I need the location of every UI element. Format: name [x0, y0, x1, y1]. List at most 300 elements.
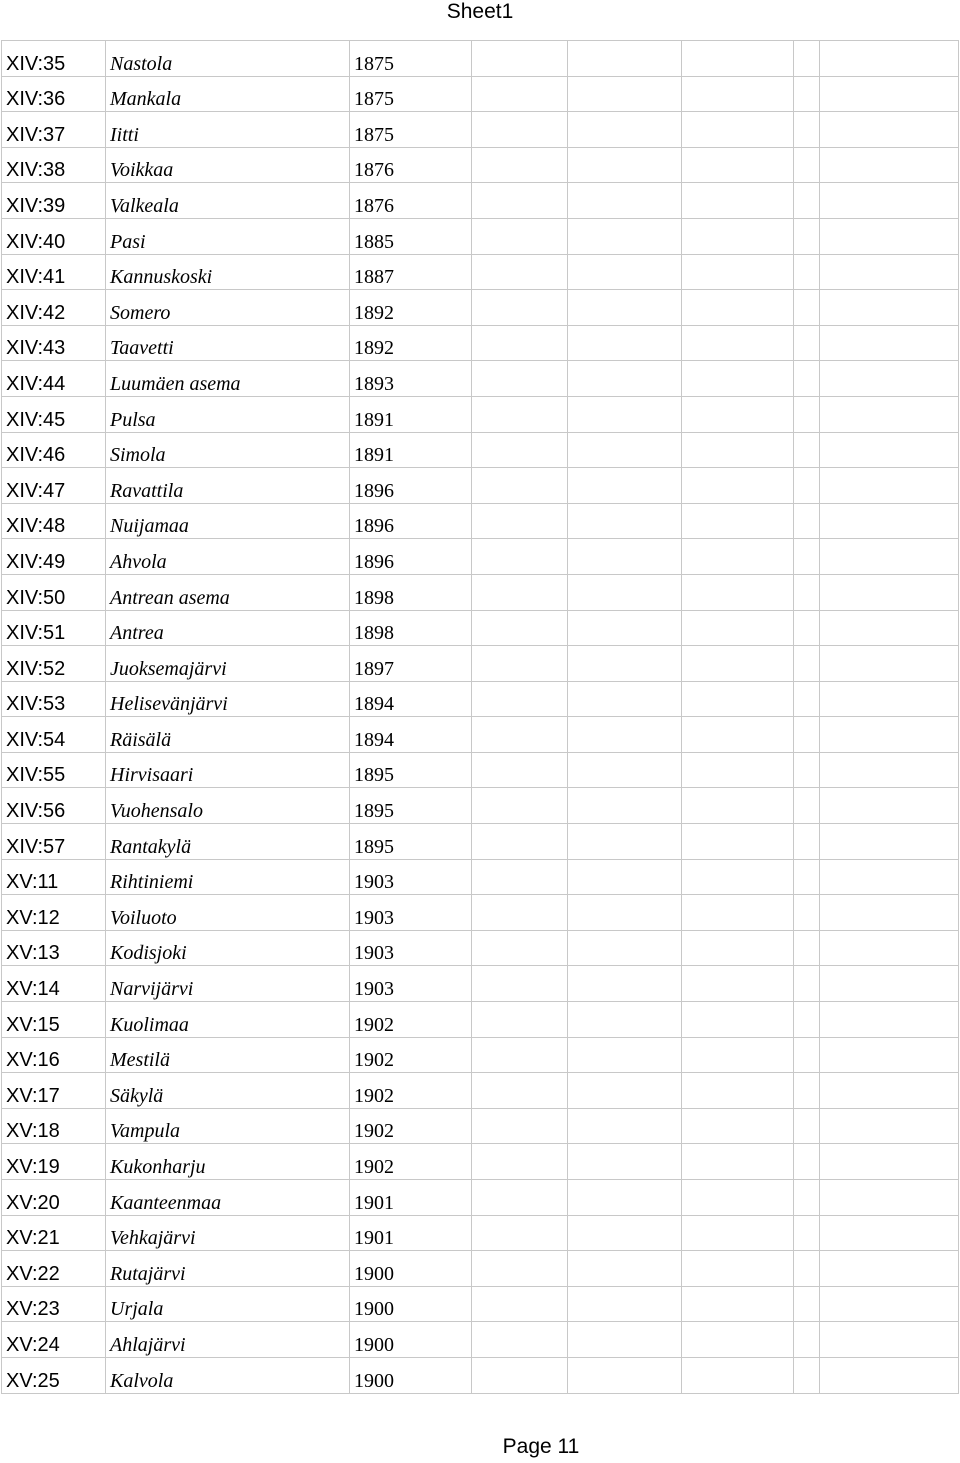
code-cell[interactable]: XV:11 — [2, 859, 106, 895]
empty-cell[interactable] — [820, 432, 959, 468]
empty-cell[interactable] — [682, 1286, 794, 1322]
empty-cell[interactable] — [820, 1357, 959, 1393]
year-cell[interactable]: 1896 — [350, 468, 472, 504]
empty-cell[interactable] — [794, 574, 820, 610]
empty-cell[interactable] — [472, 930, 568, 966]
empty-cell[interactable] — [682, 646, 794, 682]
year-cell[interactable]: 1896 — [350, 539, 472, 575]
empty-cell[interactable] — [794, 396, 820, 432]
empty-cell[interactable] — [472, 574, 568, 610]
empty-cell[interactable] — [820, 396, 959, 432]
empty-cell[interactable] — [568, 1251, 682, 1287]
empty-cell[interactable] — [820, 1322, 959, 1358]
empty-cell[interactable] — [682, 1357, 794, 1393]
name-cell[interactable]: Räisälä — [106, 717, 350, 753]
name-cell[interactable]: Mestilä — [106, 1037, 350, 1073]
empty-cell[interactable] — [472, 1037, 568, 1073]
year-cell[interactable]: 1902 — [350, 1144, 472, 1180]
empty-cell[interactable] — [568, 396, 682, 432]
empty-cell[interactable] — [568, 966, 682, 1002]
year-cell[interactable]: 1891 — [350, 432, 472, 468]
empty-cell[interactable] — [820, 76, 959, 112]
year-cell[interactable]: 1893 — [350, 361, 472, 397]
empty-cell[interactable] — [794, 717, 820, 753]
empty-cell[interactable] — [682, 254, 794, 290]
empty-cell[interactable] — [682, 1108, 794, 1144]
code-cell[interactable]: XIV:56 — [2, 788, 106, 824]
year-cell[interactable]: 1895 — [350, 788, 472, 824]
name-cell[interactable]: Narvijärvi — [106, 966, 350, 1002]
empty-cell[interactable] — [682, 1251, 794, 1287]
name-cell[interactable]: Antrea — [106, 610, 350, 646]
year-cell[interactable]: 1876 — [350, 183, 472, 219]
code-cell[interactable]: XV:22 — [2, 1251, 106, 1287]
empty-cell[interactable] — [794, 41, 820, 77]
empty-cell[interactable] — [568, 1037, 682, 1073]
name-cell[interactable]: Kodisjoki — [106, 930, 350, 966]
empty-cell[interactable] — [472, 147, 568, 183]
year-cell[interactable]: 1902 — [350, 1037, 472, 1073]
empty-cell[interactable] — [682, 290, 794, 326]
code-cell[interactable]: XIV:41 — [2, 254, 106, 290]
empty-cell[interactable] — [568, 361, 682, 397]
empty-cell[interactable] — [472, 503, 568, 539]
empty-cell[interactable] — [794, 254, 820, 290]
empty-cell[interactable] — [794, 646, 820, 682]
empty-cell[interactable] — [472, 468, 568, 504]
empty-cell[interactable] — [472, 290, 568, 326]
empty-cell[interactable] — [794, 147, 820, 183]
year-cell[interactable]: 1903 — [350, 859, 472, 895]
empty-cell[interactable] — [472, 788, 568, 824]
year-cell[interactable]: 1892 — [350, 325, 472, 361]
code-cell[interactable]: XIV:44 — [2, 361, 106, 397]
empty-cell[interactable] — [472, 325, 568, 361]
empty-cell[interactable] — [820, 824, 959, 860]
empty-cell[interactable] — [472, 646, 568, 682]
empty-cell[interactable] — [472, 859, 568, 895]
empty-cell[interactable] — [820, 930, 959, 966]
code-cell[interactable]: XV:15 — [2, 1002, 106, 1038]
year-cell[interactable]: 1875 — [350, 112, 472, 148]
empty-cell[interactable] — [820, 112, 959, 148]
name-cell[interactable]: Nuijamaa — [106, 503, 350, 539]
name-cell[interactable]: Kukonharju — [106, 1144, 350, 1180]
name-cell[interactable]: Kannuskoski — [106, 254, 350, 290]
empty-cell[interactable] — [794, 1215, 820, 1251]
code-cell[interactable]: XIV:36 — [2, 76, 106, 112]
year-cell[interactable]: 1900 — [350, 1322, 472, 1358]
empty-cell[interactable] — [682, 183, 794, 219]
empty-cell[interactable] — [472, 1286, 568, 1322]
empty-cell[interactable] — [820, 1180, 959, 1216]
empty-cell[interactable] — [568, 930, 682, 966]
empty-cell[interactable] — [820, 1286, 959, 1322]
name-cell[interactable]: Pasi — [106, 218, 350, 254]
empty-cell[interactable] — [794, 1002, 820, 1038]
code-cell[interactable]: XIV:43 — [2, 325, 106, 361]
empty-cell[interactable] — [472, 717, 568, 753]
empty-cell[interactable] — [472, 76, 568, 112]
empty-cell[interactable] — [682, 539, 794, 575]
empty-cell[interactable] — [820, 325, 959, 361]
empty-cell[interactable] — [682, 788, 794, 824]
code-cell[interactable]: XIV:45 — [2, 396, 106, 432]
empty-cell[interactable] — [568, 254, 682, 290]
empty-cell[interactable] — [568, 895, 682, 931]
code-cell[interactable]: XIV:38 — [2, 147, 106, 183]
empty-cell[interactable] — [568, 1286, 682, 1322]
empty-cell[interactable] — [682, 76, 794, 112]
empty-cell[interactable] — [568, 325, 682, 361]
name-cell[interactable]: Ravattila — [106, 468, 350, 504]
empty-cell[interactable] — [472, 1180, 568, 1216]
empty-cell[interactable] — [682, 1215, 794, 1251]
empty-cell[interactable] — [568, 859, 682, 895]
empty-cell[interactable] — [568, 41, 682, 77]
empty-cell[interactable] — [472, 1002, 568, 1038]
empty-cell[interactable] — [820, 254, 959, 290]
name-cell[interactable]: Hirvisaari — [106, 752, 350, 788]
empty-cell[interactable] — [472, 1215, 568, 1251]
year-cell[interactable]: 1903 — [350, 895, 472, 931]
empty-cell[interactable] — [472, 1108, 568, 1144]
empty-cell[interactable] — [794, 290, 820, 326]
empty-cell[interactable] — [568, 1144, 682, 1180]
code-cell[interactable]: XIV:54 — [2, 717, 106, 753]
empty-cell[interactable] — [568, 574, 682, 610]
empty-cell[interactable] — [682, 1322, 794, 1358]
code-cell[interactable]: XV:18 — [2, 1108, 106, 1144]
empty-cell[interactable] — [820, 1251, 959, 1287]
empty-cell[interactable] — [472, 895, 568, 931]
name-cell[interactable]: Pulsa — [106, 396, 350, 432]
code-cell[interactable]: XIV:48 — [2, 503, 106, 539]
empty-cell[interactable] — [472, 1144, 568, 1180]
empty-cell[interactable] — [682, 1144, 794, 1180]
year-cell[interactable]: 1903 — [350, 930, 472, 966]
empty-cell[interactable] — [794, 325, 820, 361]
empty-cell[interactable] — [568, 539, 682, 575]
empty-cell[interactable] — [568, 752, 682, 788]
year-cell[interactable]: 1891 — [350, 396, 472, 432]
empty-cell[interactable] — [794, 432, 820, 468]
empty-cell[interactable] — [794, 183, 820, 219]
code-cell[interactable]: XIV:40 — [2, 218, 106, 254]
name-cell[interactable]: Vuohensalo — [106, 788, 350, 824]
empty-cell[interactable] — [682, 218, 794, 254]
empty-cell[interactable] — [472, 539, 568, 575]
name-cell[interactable]: Rihtiniemi — [106, 859, 350, 895]
name-cell[interactable]: Antrean asema — [106, 574, 350, 610]
year-cell[interactable]: 1901 — [350, 1180, 472, 1216]
empty-cell[interactable] — [568, 468, 682, 504]
name-cell[interactable]: Kalvola — [106, 1357, 350, 1393]
empty-cell[interactable] — [794, 1251, 820, 1287]
empty-cell[interactable] — [472, 824, 568, 860]
name-cell[interactable]: Mankala — [106, 76, 350, 112]
empty-cell[interactable] — [794, 895, 820, 931]
empty-cell[interactable] — [794, 503, 820, 539]
empty-cell[interactable] — [682, 432, 794, 468]
code-cell[interactable]: XIV:39 — [2, 183, 106, 219]
year-cell[interactable]: 1875 — [350, 76, 472, 112]
empty-cell[interactable] — [682, 574, 794, 610]
empty-cell[interactable] — [820, 752, 959, 788]
empty-cell[interactable] — [794, 468, 820, 504]
code-cell[interactable]: XIV:42 — [2, 290, 106, 326]
empty-cell[interactable] — [794, 76, 820, 112]
year-cell[interactable]: 1902 — [350, 1073, 472, 1109]
year-cell[interactable]: 1896 — [350, 503, 472, 539]
empty-cell[interactable] — [472, 752, 568, 788]
empty-cell[interactable] — [568, 183, 682, 219]
empty-cell[interactable] — [820, 610, 959, 646]
empty-cell[interactable] — [794, 824, 820, 860]
code-cell[interactable]: XIV:35 — [2, 41, 106, 77]
empty-cell[interactable] — [682, 41, 794, 77]
year-cell[interactable]: 1900 — [350, 1286, 472, 1322]
empty-cell[interactable] — [472, 183, 568, 219]
empty-cell[interactable] — [820, 717, 959, 753]
empty-cell[interactable] — [472, 396, 568, 432]
empty-cell[interactable] — [820, 681, 959, 717]
name-cell[interactable]: Kaanteenmaa — [106, 1180, 350, 1216]
empty-cell[interactable] — [794, 1037, 820, 1073]
name-cell[interactable]: Somero — [106, 290, 350, 326]
name-cell[interactable]: Säkylä — [106, 1073, 350, 1109]
empty-cell[interactable] — [472, 1251, 568, 1287]
empty-cell[interactable] — [568, 503, 682, 539]
empty-cell[interactable] — [820, 539, 959, 575]
empty-cell[interactable] — [794, 859, 820, 895]
empty-cell[interactable] — [794, 1322, 820, 1358]
code-cell[interactable]: XV:23 — [2, 1286, 106, 1322]
code-cell[interactable]: XV:21 — [2, 1215, 106, 1251]
empty-cell[interactable] — [472, 41, 568, 77]
year-cell[interactable]: 1887 — [350, 254, 472, 290]
empty-cell[interactable] — [820, 574, 959, 610]
empty-cell[interactable] — [794, 218, 820, 254]
year-cell[interactable]: 1885 — [350, 218, 472, 254]
empty-cell[interactable] — [794, 752, 820, 788]
empty-cell[interactable] — [682, 1180, 794, 1216]
name-cell[interactable]: Luumäen asema — [106, 361, 350, 397]
name-cell[interactable]: Taavetti — [106, 325, 350, 361]
empty-cell[interactable] — [472, 218, 568, 254]
empty-cell[interactable] — [794, 1286, 820, 1322]
empty-cell[interactable] — [682, 930, 794, 966]
empty-cell[interactable] — [472, 610, 568, 646]
empty-cell[interactable] — [682, 824, 794, 860]
empty-cell[interactable] — [794, 930, 820, 966]
code-cell[interactable]: XIV:57 — [2, 824, 106, 860]
empty-cell[interactable] — [820, 859, 959, 895]
empty-cell[interactable] — [682, 859, 794, 895]
empty-cell[interactable] — [820, 41, 959, 77]
empty-cell[interactable] — [820, 468, 959, 504]
empty-cell[interactable] — [794, 1357, 820, 1393]
empty-cell[interactable] — [472, 1073, 568, 1109]
empty-cell[interactable] — [682, 1002, 794, 1038]
empty-cell[interactable] — [682, 396, 794, 432]
empty-cell[interactable] — [794, 610, 820, 646]
name-cell[interactable]: Voikkaa — [106, 147, 350, 183]
year-cell[interactable]: 1898 — [350, 574, 472, 610]
empty-cell[interactable] — [472, 112, 568, 148]
name-cell[interactable]: Vehkajärvi — [106, 1215, 350, 1251]
code-cell[interactable]: XIV:52 — [2, 646, 106, 682]
name-cell[interactable]: Urjala — [106, 1286, 350, 1322]
empty-cell[interactable] — [794, 112, 820, 148]
empty-cell[interactable] — [794, 539, 820, 575]
year-cell[interactable]: 1894 — [350, 717, 472, 753]
empty-cell[interactable] — [682, 895, 794, 931]
empty-cell[interactable] — [568, 681, 682, 717]
empty-cell[interactable] — [794, 681, 820, 717]
empty-cell[interactable] — [682, 966, 794, 1002]
year-cell[interactable]: 1903 — [350, 966, 472, 1002]
code-cell[interactable]: XV:17 — [2, 1073, 106, 1109]
code-cell[interactable]: XIV:37 — [2, 112, 106, 148]
empty-cell[interactable] — [682, 361, 794, 397]
empty-cell[interactable] — [820, 218, 959, 254]
code-cell[interactable]: XV:20 — [2, 1180, 106, 1216]
name-cell[interactable]: Valkeala — [106, 183, 350, 219]
name-cell[interactable]: Rutajärvi — [106, 1251, 350, 1287]
empty-cell[interactable] — [820, 361, 959, 397]
empty-cell[interactable] — [568, 1002, 682, 1038]
year-cell[interactable]: 1902 — [350, 1108, 472, 1144]
empty-cell[interactable] — [682, 1073, 794, 1109]
name-cell[interactable]: Voiluoto — [106, 895, 350, 931]
year-cell[interactable]: 1894 — [350, 681, 472, 717]
empty-cell[interactable] — [568, 717, 682, 753]
empty-cell[interactable] — [820, 290, 959, 326]
empty-cell[interactable] — [568, 76, 682, 112]
empty-cell[interactable] — [820, 1108, 959, 1144]
year-cell[interactable]: 1900 — [350, 1357, 472, 1393]
empty-cell[interactable] — [794, 1144, 820, 1180]
year-cell[interactable]: 1901 — [350, 1215, 472, 1251]
code-cell[interactable]: XIV:51 — [2, 610, 106, 646]
code-cell[interactable]: XV:19 — [2, 1144, 106, 1180]
code-cell[interactable]: XIV:47 — [2, 468, 106, 504]
empty-cell[interactable] — [682, 717, 794, 753]
code-cell[interactable]: XIV:53 — [2, 681, 106, 717]
code-cell[interactable]: XV:13 — [2, 930, 106, 966]
empty-cell[interactable] — [568, 788, 682, 824]
year-cell[interactable]: 1876 — [350, 147, 472, 183]
name-cell[interactable]: Simola — [106, 432, 350, 468]
empty-cell[interactable] — [682, 752, 794, 788]
empty-cell[interactable] — [820, 646, 959, 682]
empty-cell[interactable] — [472, 966, 568, 1002]
empty-cell[interactable] — [568, 290, 682, 326]
year-cell[interactable]: 1895 — [350, 752, 472, 788]
empty-cell[interactable] — [682, 112, 794, 148]
empty-cell[interactable] — [568, 824, 682, 860]
empty-cell[interactable] — [568, 1108, 682, 1144]
year-cell[interactable]: 1875 — [350, 41, 472, 77]
empty-cell[interactable] — [472, 361, 568, 397]
code-cell[interactable]: XIV:50 — [2, 574, 106, 610]
empty-cell[interactable] — [568, 610, 682, 646]
empty-cell[interactable] — [472, 681, 568, 717]
empty-cell[interactable] — [820, 503, 959, 539]
code-cell[interactable]: XV:12 — [2, 895, 106, 931]
code-cell[interactable]: XV:14 — [2, 966, 106, 1002]
empty-cell[interactable] — [794, 361, 820, 397]
name-cell[interactable]: Rantakylä — [106, 824, 350, 860]
empty-cell[interactable] — [682, 1037, 794, 1073]
empty-cell[interactable] — [682, 503, 794, 539]
name-cell[interactable]: Juoksemajärvi — [106, 646, 350, 682]
empty-cell[interactable] — [682, 468, 794, 504]
empty-cell[interactable] — [568, 1073, 682, 1109]
empty-cell[interactable] — [820, 1144, 959, 1180]
empty-cell[interactable] — [568, 432, 682, 468]
year-cell[interactable]: 1902 — [350, 1002, 472, 1038]
year-cell[interactable]: 1898 — [350, 610, 472, 646]
empty-cell[interactable] — [682, 681, 794, 717]
empty-cell[interactable] — [820, 1002, 959, 1038]
code-cell[interactable]: XIV:49 — [2, 539, 106, 575]
empty-cell[interactable] — [568, 1215, 682, 1251]
year-cell[interactable]: 1895 — [350, 824, 472, 860]
empty-cell[interactable] — [568, 1180, 682, 1216]
name-cell[interactable]: Helisevänjärvi — [106, 681, 350, 717]
empty-cell[interactable] — [794, 1180, 820, 1216]
empty-cell[interactable] — [794, 788, 820, 824]
empty-cell[interactable] — [820, 895, 959, 931]
year-cell[interactable]: 1892 — [350, 290, 472, 326]
code-cell[interactable]: XV:16 — [2, 1037, 106, 1073]
name-cell[interactable]: Vampula — [106, 1108, 350, 1144]
empty-cell[interactable] — [820, 183, 959, 219]
name-cell[interactable]: Ahlajärvi — [106, 1322, 350, 1358]
empty-cell[interactable] — [820, 788, 959, 824]
empty-cell[interactable] — [820, 966, 959, 1002]
empty-cell[interactable] — [682, 325, 794, 361]
empty-cell[interactable] — [794, 1108, 820, 1144]
empty-cell[interactable] — [568, 112, 682, 148]
year-cell[interactable]: 1900 — [350, 1251, 472, 1287]
name-cell[interactable]: Nastola — [106, 41, 350, 77]
empty-cell[interactable] — [472, 1357, 568, 1393]
empty-cell[interactable] — [568, 218, 682, 254]
empty-cell[interactable] — [820, 1037, 959, 1073]
name-cell[interactable]: Ahvola — [106, 539, 350, 575]
empty-cell[interactable] — [820, 1073, 959, 1109]
empty-cell[interactable] — [472, 432, 568, 468]
name-cell[interactable]: Kuolimaa — [106, 1002, 350, 1038]
code-cell[interactable]: XV:25 — [2, 1357, 106, 1393]
empty-cell[interactable] — [794, 966, 820, 1002]
year-cell[interactable]: 1897 — [350, 646, 472, 682]
empty-cell[interactable] — [472, 1322, 568, 1358]
code-cell[interactable]: XIV:46 — [2, 432, 106, 468]
empty-cell[interactable] — [820, 1215, 959, 1251]
empty-cell[interactable] — [568, 1357, 682, 1393]
empty-cell[interactable] — [794, 1073, 820, 1109]
code-cell[interactable]: XIV:55 — [2, 752, 106, 788]
empty-cell[interactable] — [472, 254, 568, 290]
code-cell[interactable]: XV:24 — [2, 1322, 106, 1358]
empty-cell[interactable] — [682, 147, 794, 183]
empty-cell[interactable] — [568, 1322, 682, 1358]
empty-cell[interactable] — [568, 147, 682, 183]
